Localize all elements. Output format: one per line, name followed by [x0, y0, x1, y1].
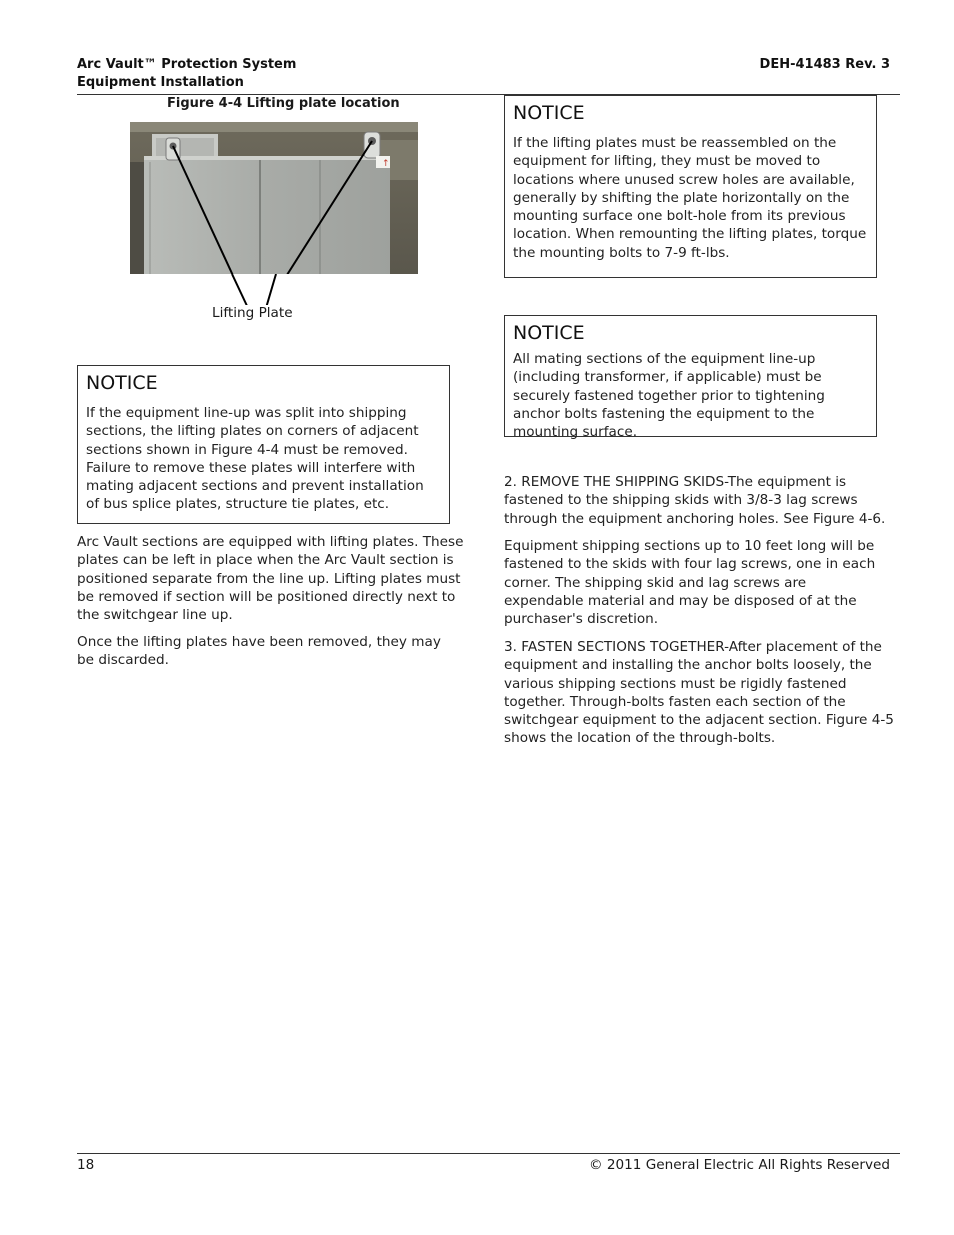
header-title [77, 56, 296, 92]
page-number: 18 [77, 1157, 95, 1173]
lifting-plate-photo [130, 122, 418, 274]
notice-title: NOTICE [513, 102, 585, 124]
figure-caption: Figure 4-4 Lifting plate location [167, 96, 400, 111]
left-paragraph-2: Once the lifting plates have been removed, they may be discarded. [77, 634, 441, 669]
doc-number: DEH-41483 Rev. 3 [759, 57, 890, 72]
photo-illustration [130, 122, 418, 274]
copyright: © 2011 General Electric All Rights Reserved [588, 1157, 890, 1173]
notice-title: NOTICE [86, 372, 158, 394]
right-paragraph-3: 3. FASTEN SECTIONS TOGETHER-After placement of the equipment and installing the anchor bolts loosely, the various shipping sections must be rigidly fastened together. Through-bolts fasten each section of the switchgear equipment to the adjacent section. Figure 4-5 shows the location of the through-bolts. [504, 639, 894, 747]
right-paragraph-1: 2. REMOVE THE SHIPPING SKIDS-The equipment is fastened to the shipping skids with 3/8-3 lag screws through the equipment anchoring holes. See Figure 4-6. [504, 474, 886, 527]
notice-box-right-2 [504, 315, 877, 441]
footer-rule [77, 1153, 900, 1154]
left-paragraph-1: Arc Vault sections are equipped with lifting plates. These plates can be left in place when the Arc Vault section is positioned separate from the line up. Lifting plates must be removed if section will be positioned directly next to the switchgear line up. [77, 534, 464, 624]
notice-body: If the lifting plates must be reassembled on the equipment for lifting, they must be moved to locations where unused screw holes are available, generally by shifting the plate horizontally on the mounting surface one bolt-hole from its previous location. When remounting the lifting plates, torque the mounting bolts to 7-9 ft-lbs. [513, 135, 867, 261]
notice-body: All mating sections of the equipment line-up (including transformer, if applicable) must be securely fastened together prior to tightening anchor bolts fastening the equipment to the mounting surface. [513, 351, 825, 441]
svg-text:↑: ↑ [382, 159, 390, 169]
lifting-plate-label: Lifting Plate [212, 305, 293, 321]
header-title-line1: Arc Vault™ Protection System [77, 57, 297, 72]
right-paragraph-2: Equipment shipping sections up to 10 feet long will be fastened to the skids with four lag screws, one in each corner. The shipping skid and lag screws are expendable material and may be disposed of at the purchaser's discretion. [504, 538, 876, 628]
notice-box-right-1 [504, 95, 877, 278]
notice-box-left [77, 365, 450, 524]
header-title-line2: Equipment Installation [77, 75, 244, 90]
notice-body: If the equipment line-up was split into shipping sections, the lifting plates on corners of adjacent sections shown in Figure 4-4 must be removed. Failure to remove these plates will interfere with mating adjacent sections and prevent installation of bus splice plates, structure tie plates, etc. [86, 405, 424, 513]
notice-title: NOTICE [513, 322, 585, 344]
